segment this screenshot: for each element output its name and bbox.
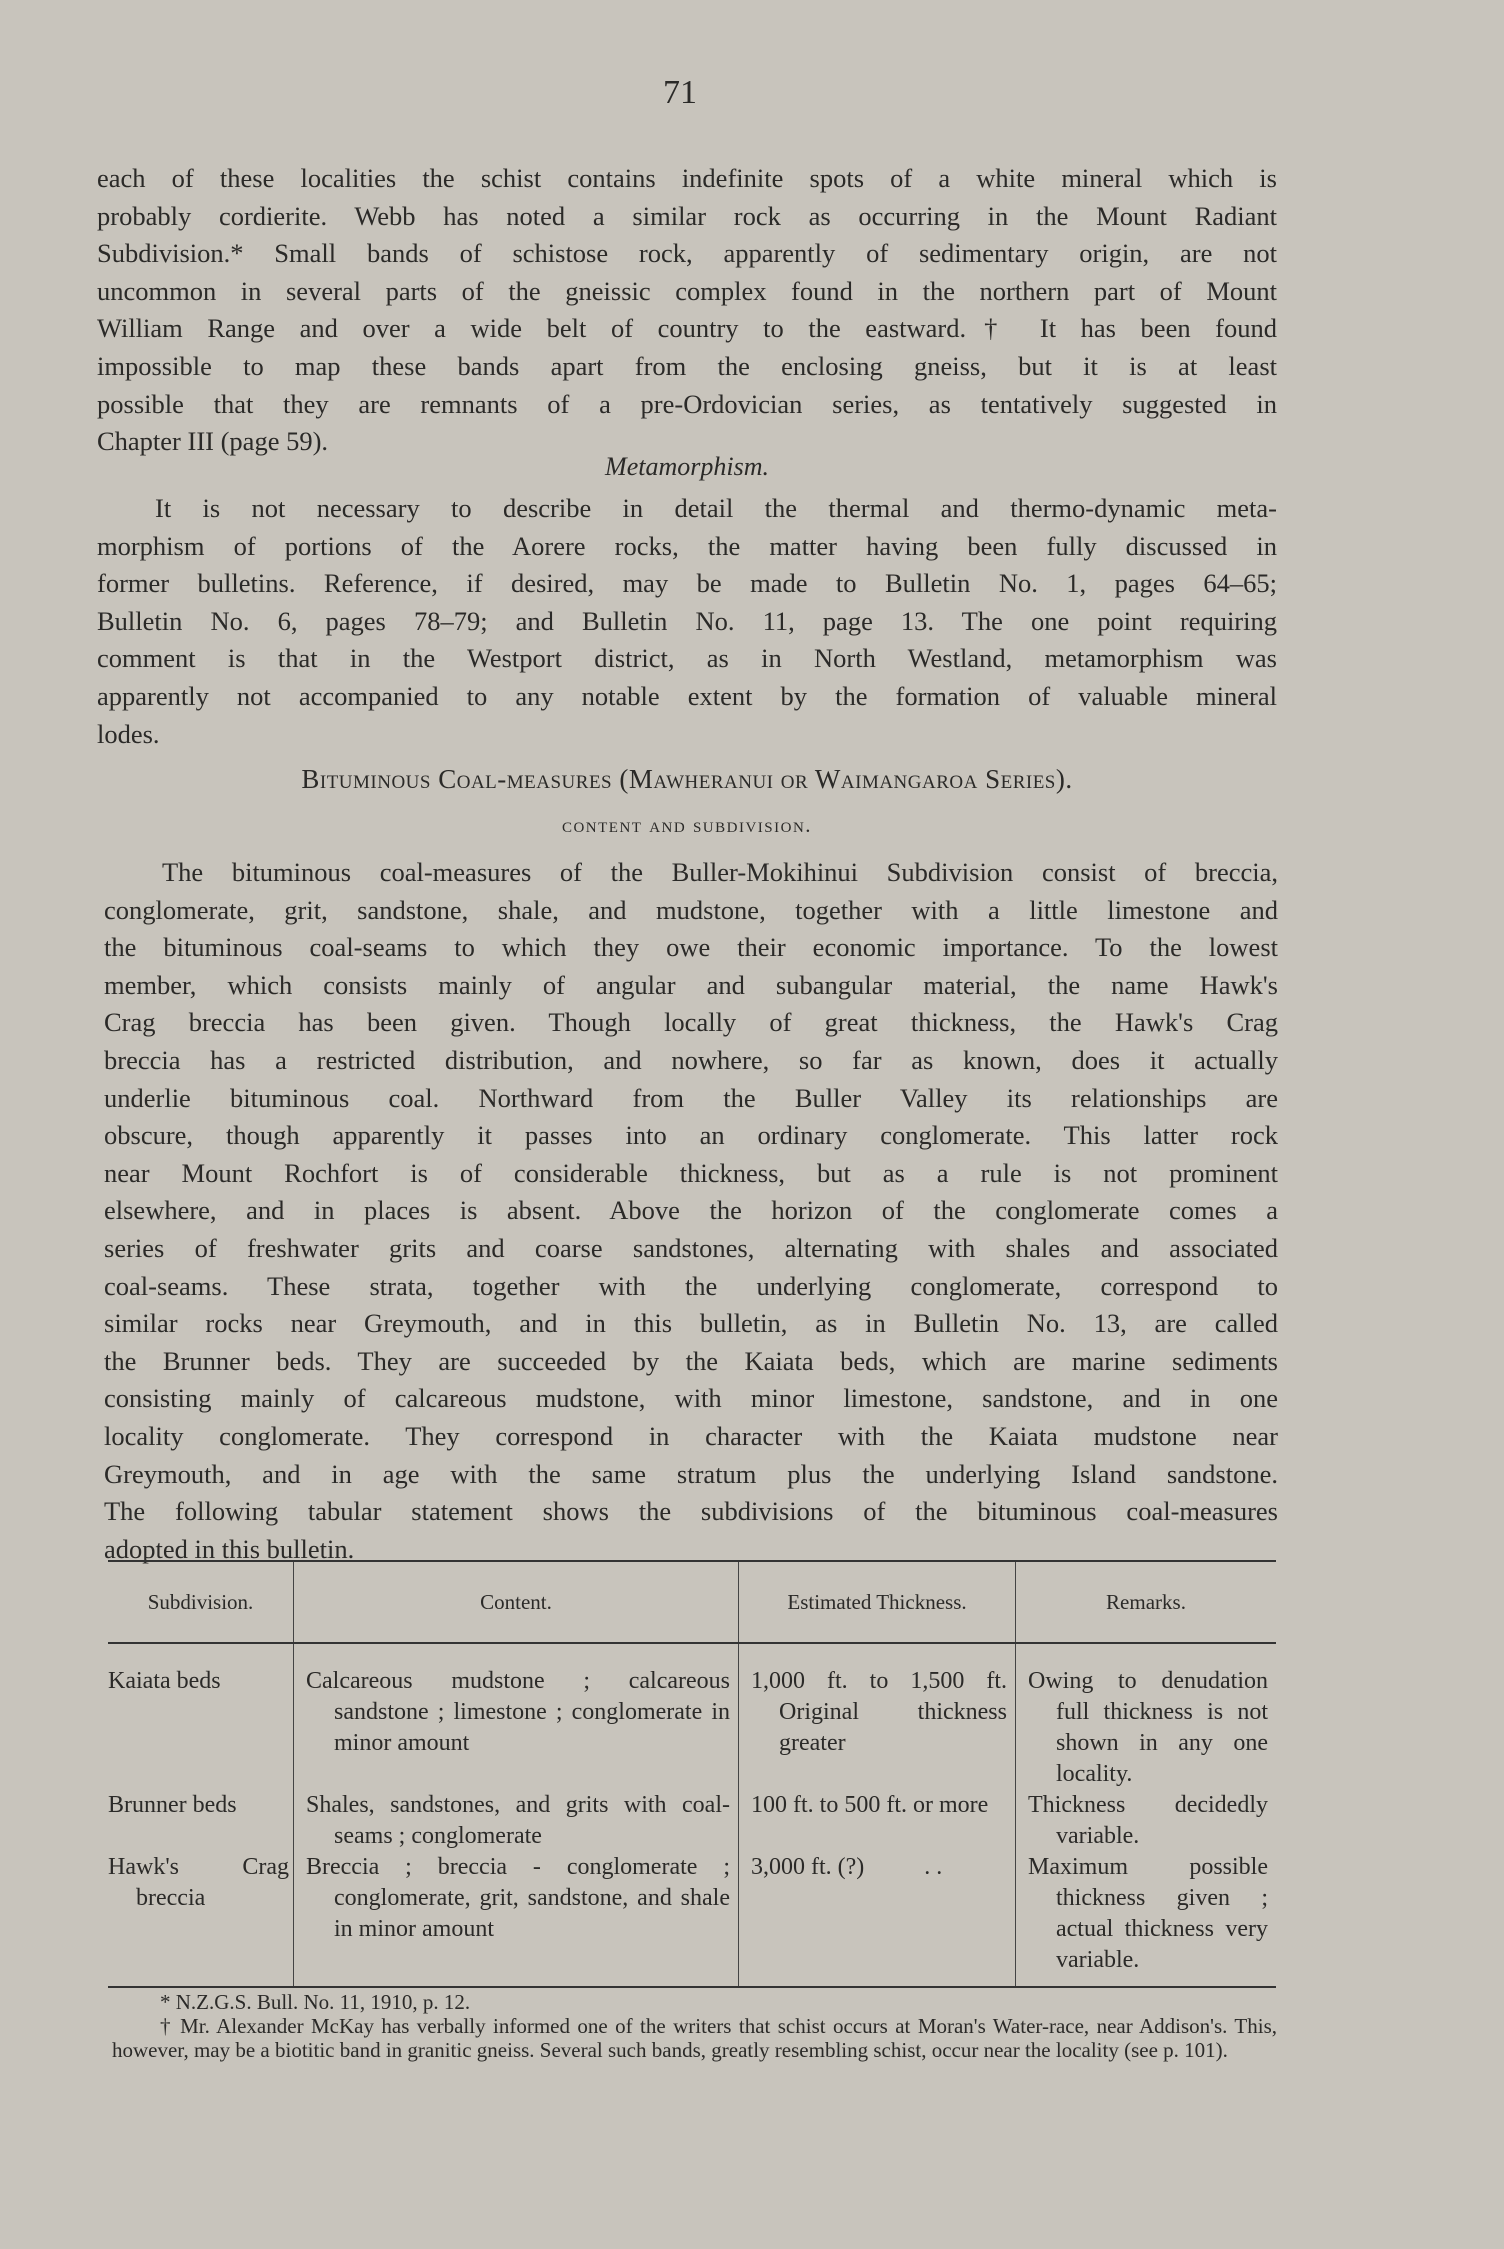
cell-content: Breccia ; breccia - conglomerate ; conglomerate, grit, sandstone, and shale in minor amount xyxy=(294,1852,739,1987)
paragraph-coal-measures xyxy=(104,854,1278,1568)
text-line: obscure, though apparently it passes into an ordinary conglomerate. This latter rock xyxy=(104,1120,1278,1151)
text-line: adopted in this bulletin. xyxy=(104,1533,355,1564)
text-line: lodes. xyxy=(97,718,160,749)
text-line: Greymouth, and in age with the same stratum plus the underlying Island sandstone. xyxy=(104,1458,1278,1489)
cell-thickness: 100 ft. to 500 ft. or more xyxy=(739,1790,1016,1852)
header-subdivision: Subdivision. xyxy=(108,1561,294,1643)
text-line: series of freshwater grits and coarse sandstones, alternating with shales and associated xyxy=(104,1232,1278,1263)
cell-subdivision: Hawk's Crag breccia xyxy=(108,1852,294,1987)
text-line: elsewhere, and in places is absent. Above the horizon of the conglomerate comes a xyxy=(104,1195,1278,1226)
text-line: breccia has a restricted distribution, and nowhere, so far as known, does it actually xyxy=(104,1044,1278,1075)
subdivision-table xyxy=(108,1560,1276,1988)
text-line: possible that they are remnants of a pre-Ordovician series, as tentatively suggested in xyxy=(97,388,1277,419)
text-line: morphism of portions of the Aorere rocks, the matter having been fully discussed in xyxy=(97,530,1277,561)
paragraph-schist xyxy=(97,160,1277,461)
text-line: locality conglomerate. They correspond in character with the Kaiata mudstone near xyxy=(104,1420,1278,1451)
cell-content: Calcareous mudstone ; calcareous sandstone ; limestone ; conglomerate in minor amount xyxy=(294,1643,739,1790)
text-line: Bulletin No. 6, pages 78–79; and Bulletin No. 11, page 13. The one point requiring xyxy=(97,605,1277,636)
text-line: consisting mainly of calcareous mudstone, with minor limestone, sandstone, and in one xyxy=(104,1383,1278,1414)
text-line: The bituminous coal-measures of the Buller-Mokihinui Subdivision consist of breccia, xyxy=(162,857,1278,887)
header-thickness: Estimated Thickness. xyxy=(739,1561,1016,1643)
text-line: It is not necessary to describe in detail the thermal and thermo-dynamic meta- xyxy=(155,493,1277,523)
footnote-dagger: † Mr. Alexander McKay has verbally informed one of the writers that schist occurs at Moran's Water-race, near Addison's. This, however, may be a biotitic band in granitic gneiss. Several such bands, greatly resembling schist, occur near the locality (see p. 101). xyxy=(112,2014,1277,2062)
cell-content: Shales, sandstones, and grits with coal-seams ; conglomerate xyxy=(294,1790,739,1852)
heading-bituminous-coal-measures: Bituminous Coal-measures (Mawheranui or Waimangaroa Series). xyxy=(301,764,1073,794)
text-line: Chapter III (page 59). xyxy=(97,426,329,457)
heading-metamorphism: Metamorphism. xyxy=(605,452,769,481)
page-number: 71 xyxy=(663,74,697,111)
paragraph-metamorphism xyxy=(97,490,1277,753)
header-remarks: Remarks. xyxy=(1016,1561,1277,1643)
text-line: similar rocks near Greymouth, and in this bulletin, as in Bulletin No. 13, are called xyxy=(104,1308,1278,1339)
cell-remarks: Owing to denudation full thickness is not shown in any one locality. xyxy=(1016,1643,1277,1790)
cell-thickness: 1,000 ft. to 1,500 ft. Original thickness greater xyxy=(739,1643,1016,1790)
text-line: the bituminous coal-seams to which they owe their economic importance. To the lowest xyxy=(104,932,1278,963)
cell-remarks: Maximum possible thickness given ; actual thickness very variable. xyxy=(1016,1852,1277,1987)
footnote-asterisk: * N.Z.G.S. Bull. No. 11, 1910, p. 12. xyxy=(160,1990,471,2014)
text-line: comment is that in the Westport district, as in North Westland, metamorphism was xyxy=(97,643,1277,674)
text-line: Crag breccia has been given. Though locally of great thickness, the Hawk's Crag xyxy=(104,1007,1278,1038)
table-row xyxy=(108,1852,1276,1987)
text-line: uncommon in several parts of the gneissic complex found in the northern part of Mount xyxy=(97,275,1277,306)
table-row xyxy=(108,1790,1276,1852)
text-line: the Brunner beds. They are succeeded by the Kaiata beds, which are marine sediments xyxy=(104,1345,1278,1376)
text-line: former bulletins. Reference, if desired, may be made to Bulletin No. 1, pages 64–65; xyxy=(97,568,1277,599)
text-line: impossible to map these bands apart from the enclosing gneiss, but it is at least xyxy=(97,350,1277,381)
cell-subdivision: Brunner beds xyxy=(108,1792,237,1818)
text-line: near Mount Rochfort is of considerable thickness, but as a rule is not prominent xyxy=(104,1157,1278,1188)
cell-remarks: Thickness decidedly variable. xyxy=(1016,1790,1277,1852)
text-line: each of these localities the schist contains indefinite spots of a white mineral which is xyxy=(97,163,1277,193)
text-line: member, which consists mainly of angular and subangular material, the name Hawk's xyxy=(104,969,1278,1000)
text-line: conglomerate, grit, sandstone, shale, and mudstone, together with a little limestone and xyxy=(104,894,1278,925)
text-line: coal-seams. These strata, together with the underlying conglomerate, correspond to xyxy=(104,1270,1278,1301)
text-line: apparently not accompanied to any notable extent by the formation of valuable mineral xyxy=(97,680,1277,711)
text-line: probably cordierite. Webb has noted a similar rock as occurring in the Mount Radiant xyxy=(97,200,1277,231)
footnotes xyxy=(112,1990,1277,2062)
text-line: The following tabular statement shows the subdivisions of the bituminous coal-measures xyxy=(104,1496,1278,1527)
text-line: William Range and over a wide belt of country to the eastward.† It has been found xyxy=(97,313,1277,344)
header-content: Content. xyxy=(294,1561,739,1643)
heading-content-subdivision: content and subdivision. xyxy=(561,813,813,837)
cell-subdivision: Kaiata beds xyxy=(108,1668,221,1694)
table-header-row xyxy=(108,1561,1276,1643)
text-line: Subdivision.* Small bands of schistose rock, apparently of sedimentary origin, are not xyxy=(97,238,1277,269)
cell-thickness: 3,000 ft. (?) . . xyxy=(739,1852,1016,1987)
table-row xyxy=(108,1643,1276,1790)
text-line: underlie bituminous coal. Northward from the Buller Valley its relationships are xyxy=(104,1082,1278,1113)
